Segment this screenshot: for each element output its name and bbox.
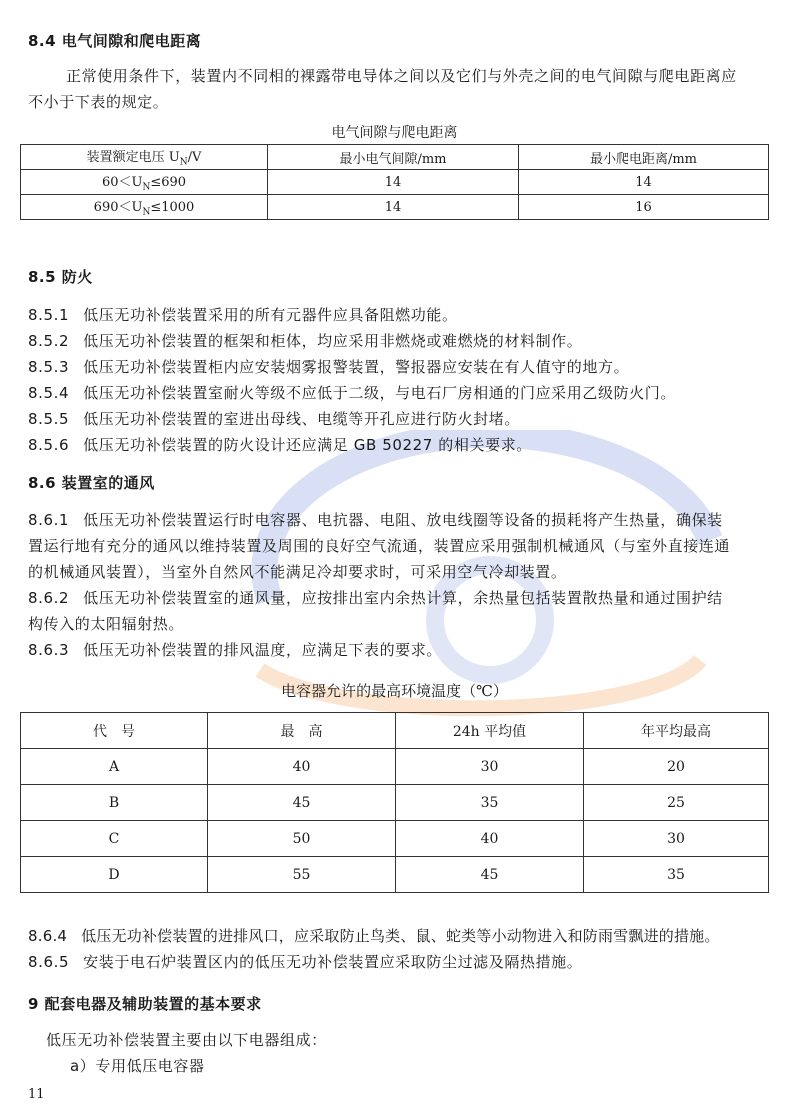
section-9-title: 9 配套电器及辅助装置的基本要求 (28, 995, 262, 1013)
table-cell: 40 (396, 821, 584, 857)
para-8-6-2-line2: 构传入的太阳辐射热。 (28, 615, 185, 633)
table-cell: D (21, 857, 208, 893)
section-8-4-para-line2: 不小于下表的规定。 (28, 93, 169, 111)
para-8-6-1-line2: 置运行地有充分的通风以维持装置及周围的良好空气流通，装置应采用强制机械通风（与室外直接连通 (28, 537, 731, 555)
table-cell: C (21, 821, 208, 857)
table-clearance (20, 144, 769, 220)
section-8-4-para-line1: 正常使用条件下，装置内不同相的裸露带电导体之间以及它们与外壳之间的电气间隙与爬电距离应 (66, 67, 737, 85)
table-row (21, 821, 769, 857)
table-header-row (21, 145, 769, 170)
table-temperature (20, 712, 769, 893)
para-8-6-4: 8.6.4 低压无功补偿装置的进排风口，应采取防止鸟类、鼠、蛇类等小动物进入和防雨雪飘进的措施。 (28, 927, 720, 945)
section-9-intro: 低压无功补偿装置主要由以下电器组成： (46, 1031, 327, 1049)
table-cell: 30 (396, 749, 584, 785)
list-item: 8.5.1 低压无功补偿装置采用的所有元器件应具备阻燃功能。 (28, 306, 458, 324)
table-row (21, 785, 769, 821)
table-cell: 50 (208, 821, 396, 857)
table-cell: 55 (208, 857, 396, 893)
table-cell: 35 (396, 785, 584, 821)
table-cell-creepage: 14 (519, 170, 769, 195)
para-8-6-2-line1: 8.6.2 低压无功补偿装置室的通风量，应按排出室内余热计算，余热量包括装置散热量和通过围护结 (28, 589, 723, 607)
table-cell: 30 (584, 821, 769, 857)
table-cell-clearance: 14 (268, 170, 519, 195)
section-8-5-list (28, 302, 676, 458)
section-8-6-title: 8.6 装置室的通风 (28, 474, 155, 492)
list-item: 8.5.4 低压无功补偿装置室耐火等级不应低于二级，与电石厂房相通的门应采用乙级防火门。 (28, 384, 676, 402)
section-9-item-a: a）专用低压电容器 (70, 1057, 205, 1075)
table-header-24h-avg: 24h 平均值 (396, 713, 584, 749)
table-row (21, 749, 769, 785)
table-cell: 20 (584, 749, 769, 785)
para-8-6-5: 8.6.5 安装于电石炉装置区内的低压无功补偿装置应采取防尘过滤及隔热措施。 (28, 953, 583, 971)
para-8-6-1-line1: 8.6.1 低压无功补偿装置运行时电容器、电抗器、电阻、放电线圈等设备的损耗将产生热量，确保装 (28, 511, 723, 529)
table-temperature-caption: 电容器允许的最高环境温度（℃） (281, 682, 508, 700)
para-8-6-1-line3: 的机械通风装置），当室外自然风不能满足冷却要求时，可采用空气冷却装置。 (28, 563, 567, 581)
table-cell: 25 (584, 785, 769, 821)
table-cell-clearance: 14 (268, 195, 519, 220)
section-8-6-tail (28, 923, 788, 975)
table-cell: A (21, 749, 208, 785)
table-row (21, 857, 769, 893)
table-header-voltage: 装置额定电压 $U_N/V$ (21, 145, 268, 170)
table-header-code: 代 号 (21, 713, 208, 749)
para-8-6-3: 8.6.3 低压无功补偿装置的排风温度，应满足下表的要求。 (28, 641, 442, 659)
table-row (21, 195, 769, 220)
table-header-annual-avg-max: 年平均最高 (584, 713, 769, 749)
list-item: 8.5.5 低压无功补偿装置的室进出母线、电缆等开孔应进行防火封堵。 (28, 410, 520, 428)
table-header-clearance: 最小电气间隙/mm (268, 145, 519, 170)
table-header-max: 最 高 (208, 713, 396, 749)
table-cell: 45 (396, 857, 584, 893)
table-clearance-caption: 电气间隙与爬电距离 (331, 125, 458, 141)
section-8-4-title: 8.4 电气间隙和爬电距离 (28, 32, 202, 50)
table-cell-creepage: 16 (519, 195, 769, 220)
list-item: 8.5.6 低压无功补偿装置的防火设计还应满足 GB 50227 的相关要求。 (28, 436, 532, 454)
table-cell-voltage: $690<U_N\le 1000$ (21, 195, 268, 220)
page-number: 11 (28, 1087, 45, 1102)
table-header-row (21, 713, 769, 749)
section-8-5-title: 8.5 防火 (28, 268, 93, 286)
table-cell-voltage: $60<U_N\le 690$ (21, 170, 268, 195)
table-header-creepage: 最小爬电距离/mm (519, 145, 769, 170)
table-cell: 40 (208, 749, 396, 785)
table-row (21, 170, 769, 195)
table-cell: B (21, 785, 208, 821)
list-item: 8.5.2 低压无功补偿装置的框架和柜体，均应采用非燃烧或难燃烧的材料制作。 (28, 332, 583, 350)
table-cell: 35 (584, 857, 769, 893)
section-8-6-body (28, 507, 778, 663)
table-cell: 45 (208, 785, 396, 821)
list-item: 8.5.3 低压无功补偿装置柜内应安装烟雾报警装置，警报器应安装在有人值守的地方。 (28, 358, 630, 376)
